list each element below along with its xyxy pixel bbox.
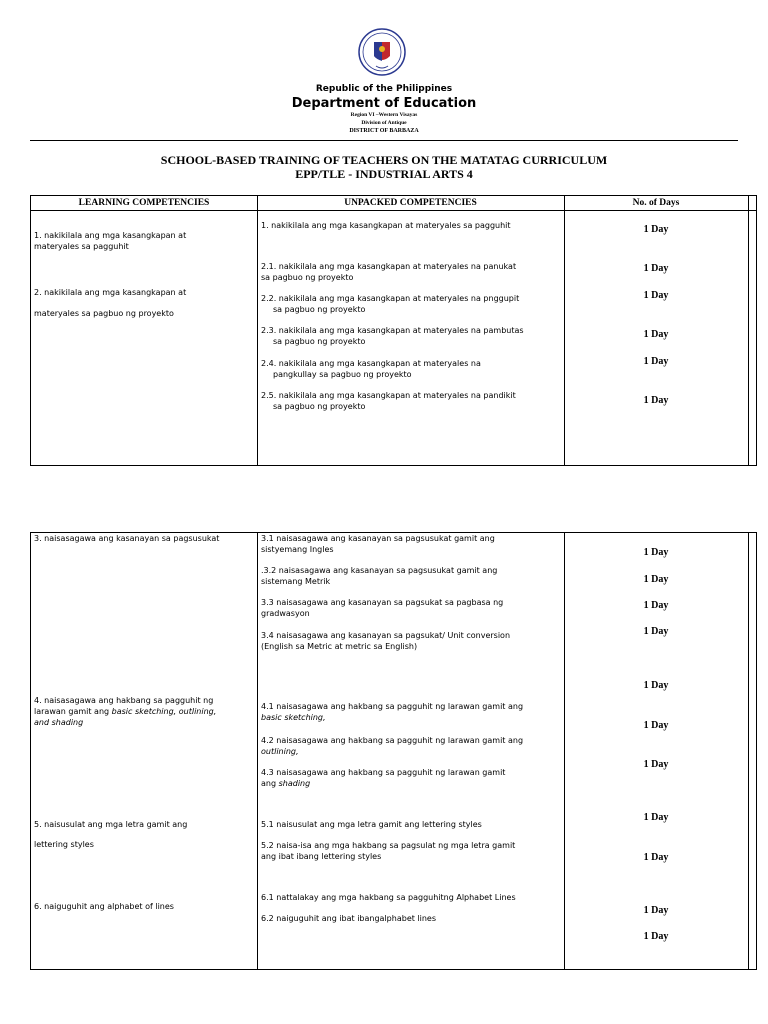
unpacked-competency: 3.1 naisasagawa ang kasanayan sa pagsusukat gamit ang sistyemang Ingles xyxy=(261,534,495,554)
days-value: 1 Day xyxy=(643,905,669,916)
unpacked-competency: 2.5. nakikilala ang mga kasangkapan at materyales na pandikit sa pagbuo ng proyekto xyxy=(261,391,516,411)
days-value: 1 Day xyxy=(643,812,669,823)
unpacked-competency: 6.1 nattalakay ang mga hakbang sa pagguhitng Alphabet Lines xyxy=(261,893,516,902)
learning-competency: 2. nakikilala ang mga kasangkapan at materyales sa pagbuo ng proyekto xyxy=(34,288,187,318)
learning-competency: 5. naisusulat ang mga letra gamit ang lettering styles xyxy=(34,820,188,849)
deped-seal-logo xyxy=(358,28,406,76)
division-label: Division of Antique xyxy=(361,120,407,126)
unpacked-competency: 4.2 naisasagawa ang hakbang sa pagguhit ng larawan gamit ang outlining, xyxy=(261,736,524,756)
unpacked-competency: 4.1 naisasagawa ang hakbang sa pagguhit ng larawan gamit ang basic sketching, xyxy=(261,702,524,722)
unpacked-competency: .3.2 naisasagawa ang kasanayan sa pagsusukat gamit ang sistemang Metrik xyxy=(261,566,498,586)
days-value: 1 Day xyxy=(643,852,669,863)
competencies-table-part1 xyxy=(30,195,757,466)
unpacked-competency: 2.4. nakikilala ang mga kasangkapan at materyales na pangkullay sa pagbuo ng proyekto xyxy=(261,359,481,379)
document-title: SCHOOL-BASED TRAINING OF TEACHERS ON THE MATATAG CURRICULUM xyxy=(160,153,608,167)
unpacked-competency: 1. nakikilala ang mga kasangkapan at materyales sa pagguhit xyxy=(261,221,511,230)
column-divider xyxy=(748,533,749,969)
days-value: 1 Day xyxy=(643,680,669,691)
header-no-of-days: No. of Days xyxy=(632,198,680,208)
days-value: 1 Day xyxy=(643,263,669,274)
days-value: 1 Day xyxy=(643,759,669,770)
unpacked-competency: 2.3. nakikilala ang mga kasangkapan at materyales na pambutas sa pagbuo ng proyekto xyxy=(261,326,524,346)
days-value: 1 Day xyxy=(643,574,669,585)
column-divider xyxy=(257,533,258,969)
header-divider xyxy=(30,140,738,141)
days-value: 1 Day xyxy=(643,329,669,340)
header-row-divider xyxy=(31,210,756,211)
days-value: 1 Day xyxy=(643,356,669,367)
unpacked-competency: 3.3 naisasagawa ang kasanayan sa pagsukat sa pagbasa ng gradwasyon xyxy=(261,598,504,618)
days-value: 1 Day xyxy=(643,547,669,558)
unpacked-competency: 4.3 naisasagawa ang hakbang sa pagguhit ng larawan gamit ang shading xyxy=(261,768,506,788)
days-value: 1 Day xyxy=(643,395,669,406)
days-value: 1 Day xyxy=(643,290,669,301)
document-subtitle: EPP/TLE - INDUSTRIAL ARTS 4 xyxy=(295,167,473,181)
days-value: 1 Day xyxy=(643,720,669,731)
unpacked-competency: 5.2 naisa-isa ang mga hakbang sa pagsulat ng mga letra gamit ang ibat ibang lettering styles xyxy=(261,841,516,861)
column-divider xyxy=(564,533,565,969)
days-value: 1 Day xyxy=(643,224,669,235)
unpacked-competency: 5.1 naisusulat ang mga letra gamit ang lettering styles xyxy=(261,820,482,829)
republic-label: Republic of the Philippines xyxy=(315,84,453,94)
unpacked-competency: 2.2. nakikilala ang mga kasangkapan at materyales na pnggupit sa pagbuo ng proyekto xyxy=(261,294,520,314)
unpacked-competency: 2.1. nakikilala ang mga kasangkapan at materyales na panukat sa pagbuo ng proyekto xyxy=(261,262,517,282)
learning-competency: 1. nakikilala ang mga kasangkapan at materyales sa pagguhit xyxy=(34,231,187,251)
competencies-table-part2 xyxy=(30,532,757,970)
days-value: 1 Day xyxy=(643,931,669,942)
department-title: Department of Education xyxy=(291,96,477,111)
days-value: 1 Day xyxy=(643,626,669,637)
header-unpacked-competencies: UNPACKED COMPETENCIES xyxy=(344,198,477,208)
unpacked-competency: 6.2 naiguguhit ang ibat ibangalphabet lines xyxy=(261,914,437,923)
column-divider xyxy=(748,196,749,465)
column-divider xyxy=(257,196,258,465)
unpacked-competency: 3.4 naisasagawa ang kasanayan sa pagsukat/ Unit conversion (English sa Metric at metric sa English) xyxy=(261,631,511,651)
header-learning-competencies: LEARNING COMPETENCIES xyxy=(78,198,210,208)
region-label: Region VI –Western Visayas xyxy=(350,112,418,118)
learning-competency: 6. naiguguhit ang alphabet of lines xyxy=(34,902,174,911)
learning-competency: 3. naisasagawa ang kasanayan sa pagsusukat xyxy=(34,534,220,543)
district-label: DISTRICT OF BARBAZA xyxy=(349,128,419,134)
learning-competency: 4. naisasagawa ang hakbang sa pagguhit ng larawan gamit ang basic sketching, outlining, and shading xyxy=(34,696,217,727)
days-value: 1 Day xyxy=(643,600,669,611)
